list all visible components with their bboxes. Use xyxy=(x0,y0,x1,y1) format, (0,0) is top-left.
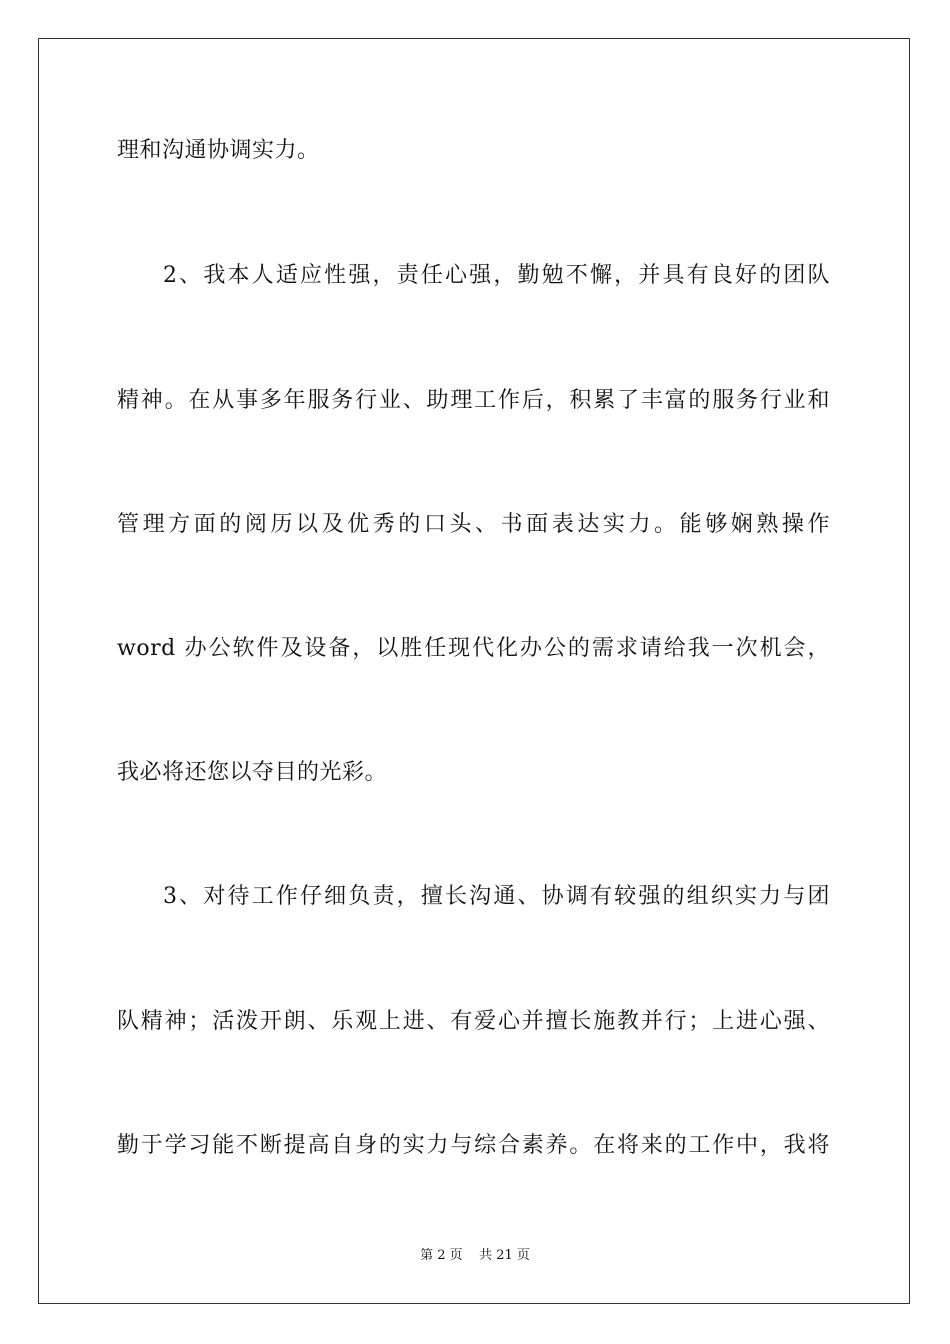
text-line-9: 勤于学习能不断提高自身的实力与综合素养。在将来的工作中，我将 xyxy=(117,1133,830,1158)
text-line-1: 理和沟通协调实力。 xyxy=(117,138,320,163)
text-line-2: 2、我本人适应性强，责任心强，勤勉不懈，并具有良好的团队 xyxy=(163,263,830,288)
text-line-8: 队精神；活泼开朗、乐观上进、有爱心并擅长施教并行；上进心强、 xyxy=(117,1009,830,1034)
text-line-4: 管理方面的阅历以及优秀的口头、书面表达实力。能够娴熟操作 xyxy=(117,512,830,537)
text-line-7: 3、对待工作仔细负责，擅长沟通、协调有较强的组织实力与团 xyxy=(163,884,830,909)
page-border xyxy=(38,38,910,1304)
text-line-3: 精神。在从事多年服务行业、助理工作后，积累了丰富的服务行业和 xyxy=(117,388,830,413)
page-footer: 第 2 页 共 21 页 xyxy=(420,1248,530,1263)
text-line-6: 我必将还您以夺目的光彩。 xyxy=(117,760,388,785)
text-line-5: word 办公软件及设备，以胜任现代化办公的需求请给我一次机会， xyxy=(117,636,830,661)
